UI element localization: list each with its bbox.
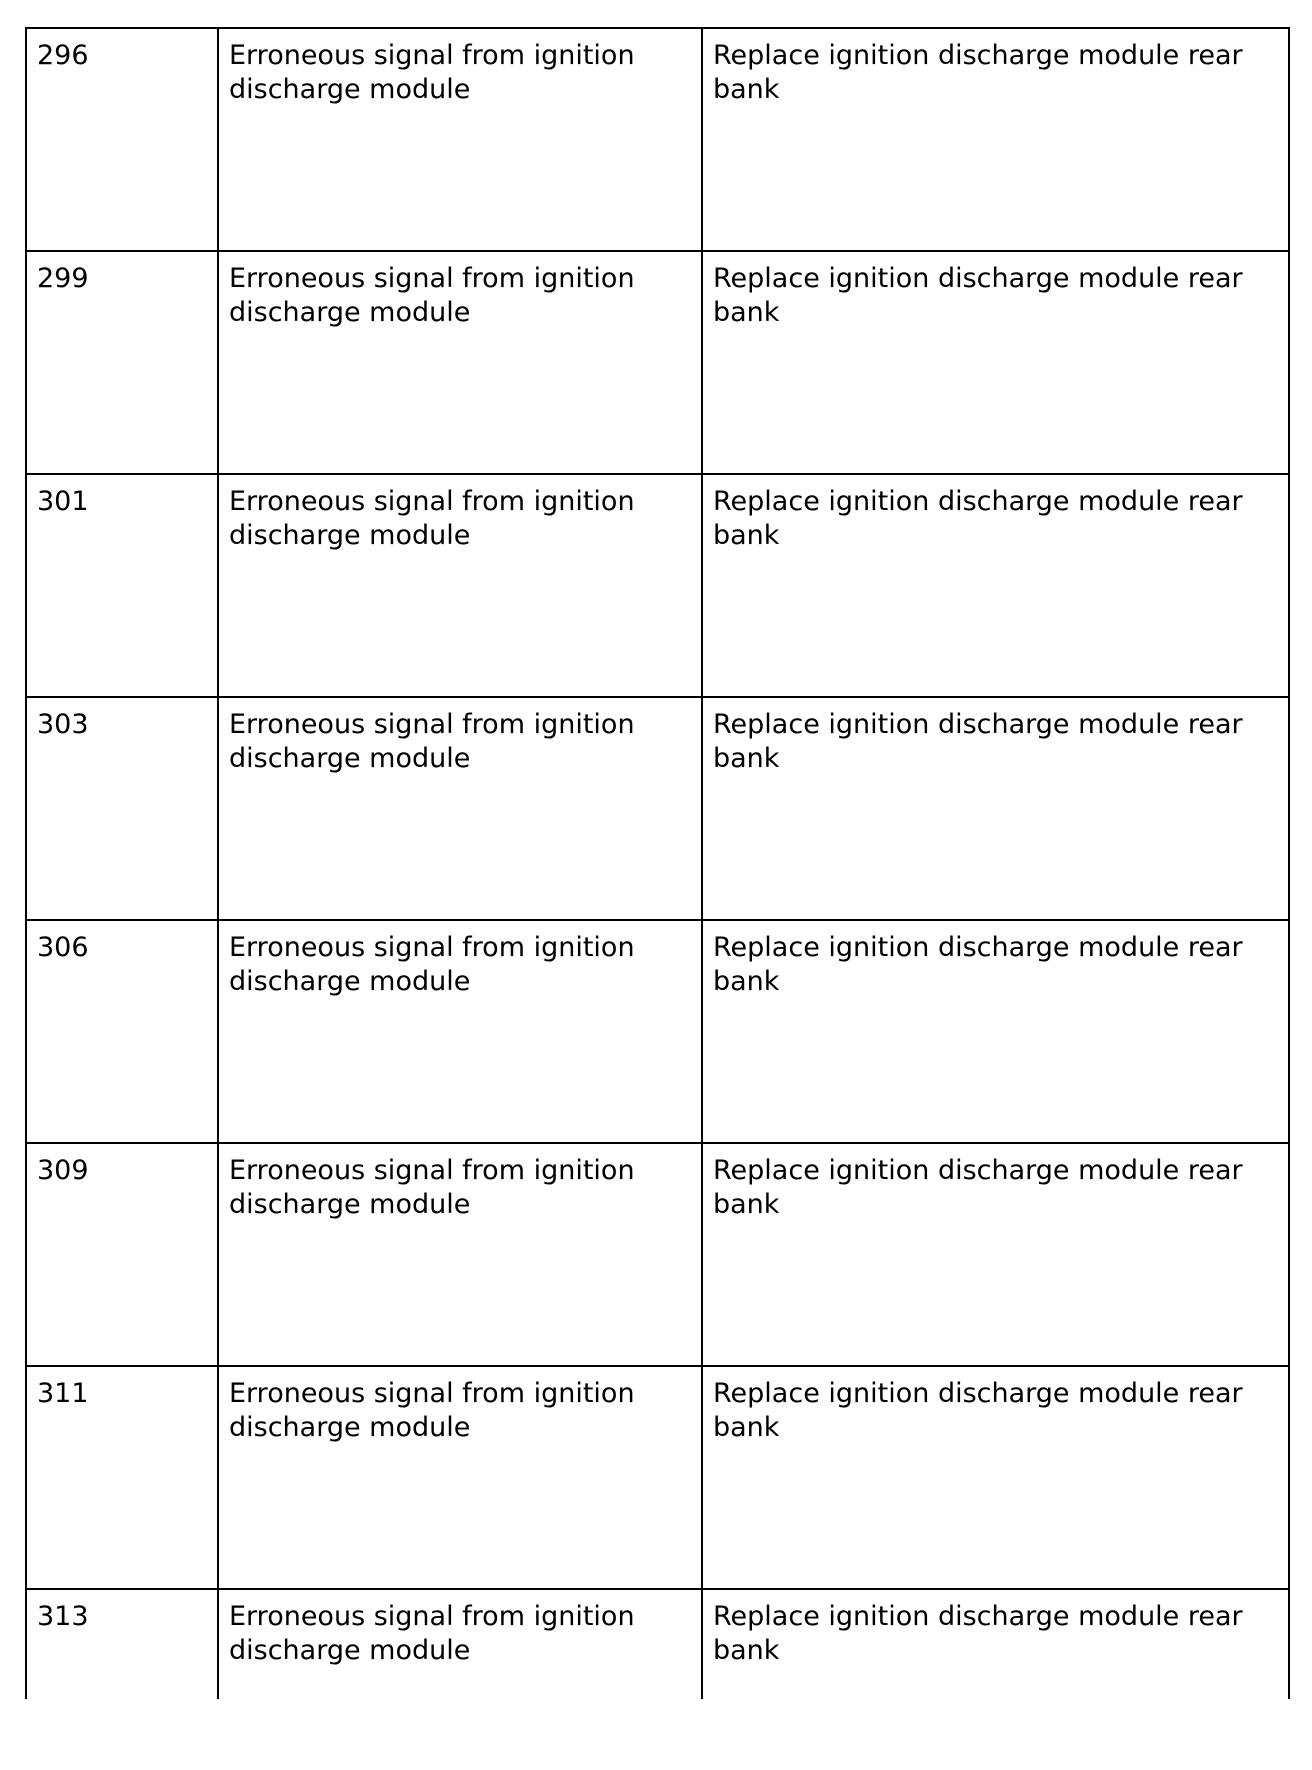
table-row [26, 697, 1289, 920]
description-cell: Erroneous signal from ignition discharge module [218, 251, 702, 474]
action-cell: Replace ignition discharge module rear bank [702, 1589, 1289, 1699]
fault-code-cell: 309 [26, 1143, 218, 1366]
action-cell: Replace ignition discharge module rear bank [702, 1143, 1289, 1366]
fault-code-cell: 306 [26, 920, 218, 1143]
action-cell: Replace ignition discharge module rear bank [702, 920, 1289, 1143]
action-cell: Replace ignition discharge module rear bank [702, 474, 1289, 697]
description-cell: Erroneous signal from ignition discharge module [218, 1143, 702, 1366]
fault-code-cell: 313 [26, 1589, 218, 1699]
table-row [26, 28, 1289, 251]
table-row [26, 1366, 1289, 1589]
table-body [26, 28, 1289, 1699]
fault-code-cell: 299 [26, 251, 218, 474]
action-cell: Replace ignition discharge module rear bank [702, 28, 1289, 251]
action-cell: Replace ignition discharge module rear bank [702, 697, 1289, 920]
fault-code-cell: 303 [26, 697, 218, 920]
description-cell: Erroneous signal from ignition discharge module [218, 1589, 702, 1699]
description-cell: Erroneous signal from ignition discharge module [218, 1366, 702, 1589]
table-row [26, 474, 1289, 697]
description-cell: Erroneous signal from ignition discharge module [218, 28, 702, 251]
fault-code-cell: 296 [26, 28, 218, 251]
action-cell: Replace ignition discharge module rear bank [702, 1366, 1289, 1589]
fault-code-cell: 311 [26, 1366, 218, 1589]
table-row [26, 920, 1289, 1143]
table-row [26, 1143, 1289, 1366]
fault-code-table [25, 27, 1290, 1699]
table-row [26, 1589, 1289, 1699]
fault-code-cell: 301 [26, 474, 218, 697]
table-row [26, 251, 1289, 474]
description-cell: Erroneous signal from ignition discharge module [218, 920, 702, 1143]
description-cell: Erroneous signal from ignition discharge module [218, 697, 702, 920]
action-cell: Replace ignition discharge module rear bank [702, 251, 1289, 474]
description-cell: Erroneous signal from ignition discharge module [218, 474, 702, 697]
